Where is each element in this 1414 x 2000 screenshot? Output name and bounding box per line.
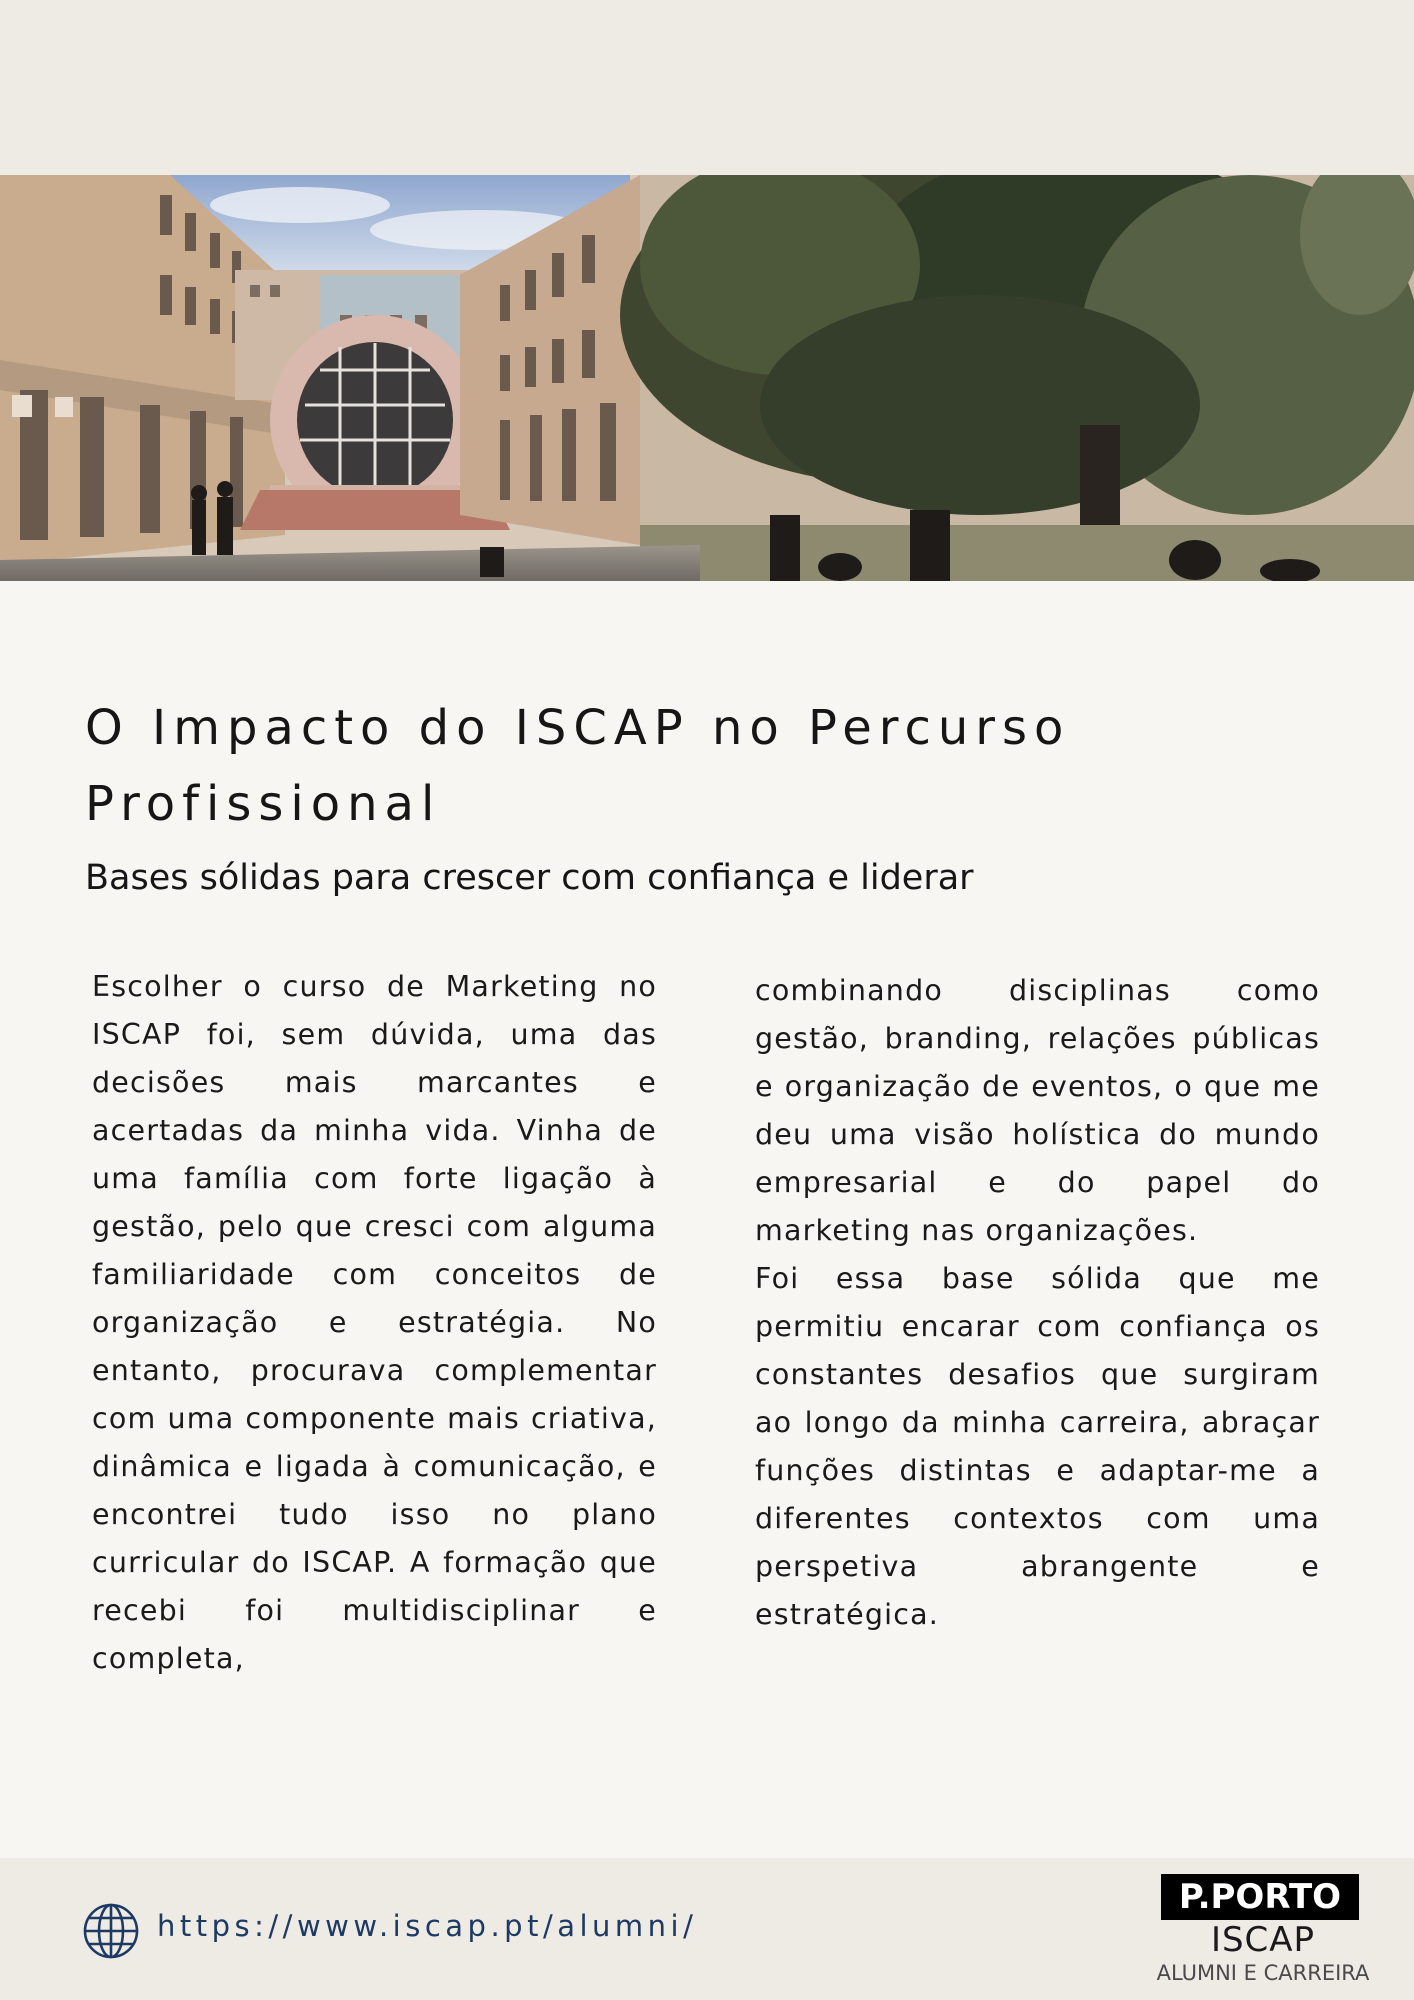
logo-alumni-carreira: ALUMNI E CARREIRA (1156, 1961, 1370, 1985)
top-band (0, 0, 1414, 175)
logo-pporto: P.PORTO (1161, 1874, 1359, 1920)
article-column-right (755, 967, 1320, 1639)
logo-iscap: ISCAP (1210, 1920, 1316, 1960)
article-paragraph: Foi essa base sólida que me permitiu encarar com confiança os constantes desafios que surgiram ao longo da minha carreira, abraçar funções distintas e adaptar-me a diferentes contextos com uma perspetiva abrangente e estratégica. (755, 1262, 1320, 1631)
page-subtitle: Bases sólidas para crescer com confiança e liderar (85, 858, 974, 898)
article-paragraph: Escolher o curso de Marketing no ISCAP foi, sem dúvida, uma das decisões mais marcantes e acertadas da minha vida. Vinha de uma família com forte ligação à gestão, pelo que cresci com alguma familiaridade com conceitos de organização e estratégia. No entanto, procurava complementar com uma componente mais criativa, dinâmica e ligada à comunicação, e encontrei tudo isso no plano curricular do ISCAP. A formação que recebi foi multidisciplinar e completa, (92, 970, 657, 1675)
campus-illustration (0, 175, 1414, 581)
pporto-iscap-logo (1143, 1874, 1383, 1986)
alumni-link[interactable]: https://www.iscap.pt/alumni/ (157, 1909, 698, 1943)
globe-icon (82, 1902, 140, 1960)
article-column-left (92, 963, 657, 1683)
article-paragraph: combinando disciplinas como gestão, branding, relações públicas e organização de eventos, o que me deu uma visão holística do mundo empresarial e do papel do marketing nas organizações. (755, 974, 1320, 1247)
page-title: O Impacto do ISCAP no Percurso Profissional (85, 700, 1071, 832)
campus-photo (0, 175, 1414, 581)
